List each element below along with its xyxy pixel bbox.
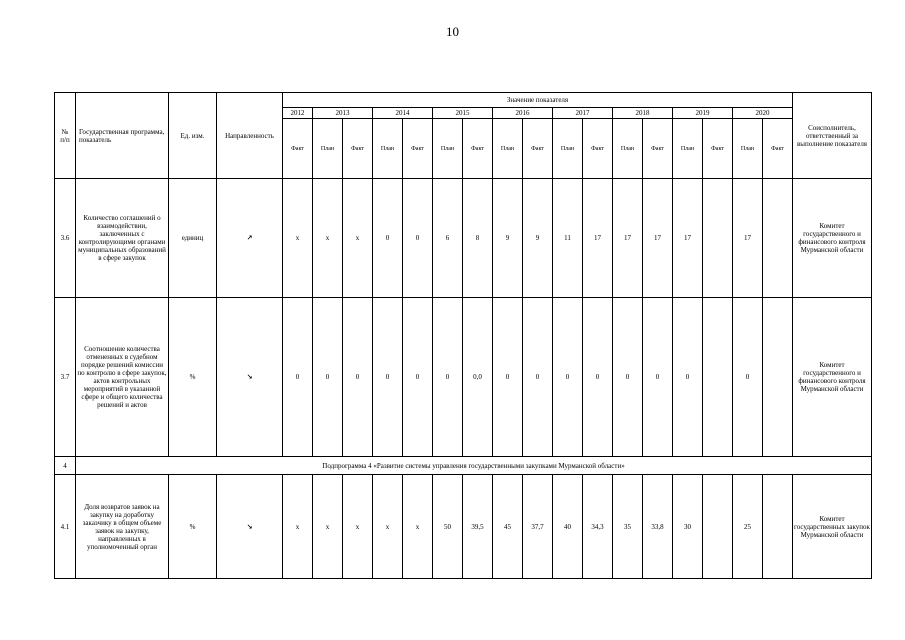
value-cell: 9 <box>493 179 523 298</box>
value-cell: 0 <box>733 298 763 457</box>
value-cell: 0 <box>583 298 613 457</box>
value-cell: 40 <box>553 475 583 579</box>
subcol-header: План <box>673 119 703 179</box>
subcol-header: План <box>493 119 523 179</box>
page-number: 10 <box>446 24 459 39</box>
table-row <box>55 475 872 579</box>
subcol-header: Факт <box>643 119 673 179</box>
row-number: 4.1 <box>55 475 76 579</box>
subcol-header: Факт <box>283 119 313 179</box>
value-cell: 0 <box>613 298 643 457</box>
value-cell: 0 <box>343 298 373 457</box>
subcol-header: Факт <box>523 119 553 179</box>
value-cell: 11 <box>553 179 583 298</box>
value-cell: 17 <box>733 179 763 298</box>
subcol-header: Факт <box>463 119 493 179</box>
col-header-values: Значение показателя <box>283 93 793 108</box>
value-cell: 30 <box>673 475 703 579</box>
subcol-header: Факт <box>763 119 793 179</box>
value-cell: х <box>283 475 313 579</box>
value-cell: 17 <box>583 179 613 298</box>
subprogram-title: Подпрограмма 4 «Развитие системы управления государственными закупками Мурманской области» <box>76 457 872 475</box>
subcol-header: Факт <box>403 119 433 179</box>
value-cell: 0 <box>373 179 403 298</box>
value-cell: 37,7 <box>523 475 553 579</box>
value-cell: 45 <box>493 475 523 579</box>
subcol-header: Факт <box>703 119 733 179</box>
value-cell: 35 <box>613 475 643 579</box>
value-cell: 33,8 <box>643 475 673 579</box>
indicator-name: Количество соглашений о взаимодействии, заключенных с контролирующими органами муниципальных образований в сфере закупок <box>76 179 169 298</box>
unit-cell: % <box>169 298 217 457</box>
header-row <box>55 93 872 108</box>
col-header-executor: Соисполнитель, ответственный за выполнение показателя <box>793 93 872 179</box>
value-cell: х <box>403 475 433 579</box>
value-cell: 0 <box>643 298 673 457</box>
year-header: 2012 <box>283 108 313 119</box>
value-cell <box>703 475 733 579</box>
value-cell: 0 <box>403 298 433 457</box>
table-row <box>55 298 872 457</box>
col-header-num: № п/п <box>55 93 76 179</box>
value-cell: х <box>313 179 343 298</box>
value-cell <box>703 298 733 457</box>
value-cell: 0 <box>313 298 343 457</box>
row-number: 3.6 <box>55 179 76 298</box>
year-header: 2019 <box>673 108 733 119</box>
subcol-header: Факт <box>583 119 613 179</box>
value-cell: 0 <box>283 298 313 457</box>
year-header: 2020 <box>733 108 793 119</box>
row-number: 4 <box>55 457 76 475</box>
value-cell: 39,5 <box>463 475 493 579</box>
indicator-table <box>54 92 872 579</box>
executor-cell: Комитет государственного и финансового контроля Мурманской области <box>793 298 872 457</box>
year-header: 2018 <box>613 108 673 119</box>
value-cell: 9 <box>523 179 553 298</box>
value-cell: 8 <box>463 179 493 298</box>
value-cell <box>763 298 793 457</box>
table-row <box>55 179 872 298</box>
year-header: 2016 <box>493 108 553 119</box>
col-header-unit: Ед. изм. <box>169 93 217 179</box>
subcol-header: План <box>313 119 343 179</box>
year-header: 2015 <box>433 108 493 119</box>
subcol-header: План <box>373 119 403 179</box>
col-header-program: Государственная программа, показатель <box>76 93 169 179</box>
value-cell: 0 <box>673 298 703 457</box>
value-cell: 0 <box>553 298 583 457</box>
value-cell: 0 <box>403 179 433 298</box>
value-cell: х <box>283 179 313 298</box>
year-header: 2017 <box>553 108 613 119</box>
value-cell: 0 <box>433 298 463 457</box>
value-cell: х <box>343 179 373 298</box>
value-cell: 17 <box>613 179 643 298</box>
indicator-name: Соотношение количества отмененных в судебном порядке решений комиссии по контролю в сфере закупок, актов контрольных мероприятий в указанной сфере и общего количества решений и актов <box>76 298 169 457</box>
subcol-header: План <box>733 119 763 179</box>
value-cell: х <box>313 475 343 579</box>
col-header-direction: Направленность <box>217 93 283 179</box>
value-cell: 0 <box>493 298 523 457</box>
subprogram-row <box>55 457 872 475</box>
value-cell: 25 <box>733 475 763 579</box>
year-header: 2014 <box>373 108 433 119</box>
row-number: 3.7 <box>55 298 76 457</box>
value-cell: 17 <box>643 179 673 298</box>
executor-cell: Комитет государственного и финансового контроля Мурманской области <box>793 179 872 298</box>
value-cell: 0,0 <box>463 298 493 457</box>
executor-cell: Комитет государственных закупок Мурманской области <box>793 475 872 579</box>
subcol-header: План <box>553 119 583 179</box>
subcol-header: Факт <box>343 119 373 179</box>
value-cell: 0 <box>373 298 403 457</box>
year-header: 2013 <box>313 108 373 119</box>
value-cell: х <box>343 475 373 579</box>
arrow-down-right-icon: ↘ <box>217 298 283 457</box>
arrow-up-right-icon: ↗ <box>217 179 283 298</box>
value-cell: 17 <box>673 179 703 298</box>
value-cell: х <box>373 475 403 579</box>
indicator-name: Доля возвратов заявок на закупку на доработку заказчику в общем объеме заявок на закупку, направленных в уполномоченный орган <box>76 475 169 579</box>
value-cell: 34,3 <box>583 475 613 579</box>
value-cell <box>763 179 793 298</box>
unit-cell: единиц <box>169 179 217 298</box>
subcol-header: План <box>613 119 643 179</box>
subcol-header: План <box>433 119 463 179</box>
value-cell <box>703 179 733 298</box>
value-cell: 6 <box>433 179 463 298</box>
value-cell <box>763 475 793 579</box>
arrow-down-right-icon: ↘ <box>217 475 283 579</box>
value-cell: 50 <box>433 475 463 579</box>
value-cell: 0 <box>523 298 553 457</box>
unit-cell: % <box>169 475 217 579</box>
